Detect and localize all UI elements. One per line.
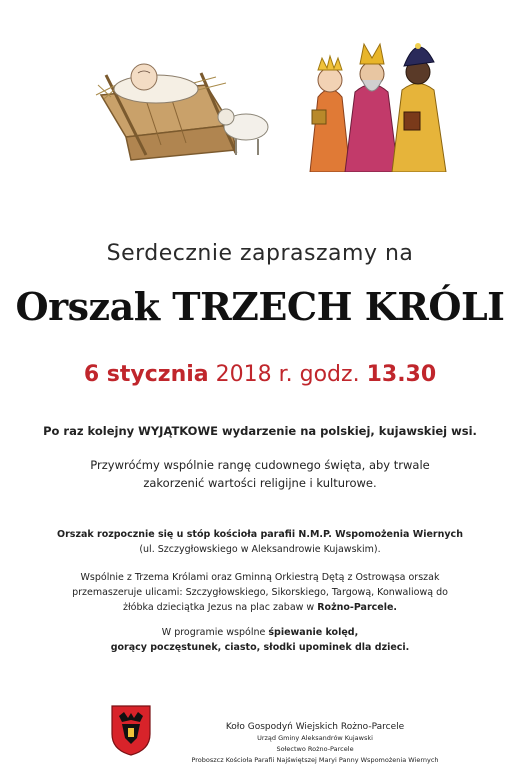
route-text: Wspólnie z Trzema Królami oraz Gminną Orkiestrą Dętą z Ostrowąsa orszak przemaszeruje ulicami: Szczygłowskiego, Sikorskiego, Targową, Konwaliową do żłóbka dzieciątka Jezus na plac zabaw w <box>72 572 448 613</box>
intro-line-2: Przywróćmy wspólnie rangę cudownego święta, aby trwale zakorzenić wartości religijne i kulturowe. <box>90 458 430 490</box>
invite-text: Serdecznie zapraszamy na <box>106 241 414 266</box>
intro-line-1: Po raz kolejny WYJĄTKOWE wydarzenie na polskiej, kujawskiej wsi. <box>43 424 477 438</box>
footer-line-3: Sołectwo Rożno-Parcele <box>276 745 354 753</box>
program-info <box>0 625 520 655</box>
nativity-illustration <box>86 55 276 165</box>
footer-line-4: Proboszcz Kościoła Parafii Najświętszej Maryi Panny Wspomożenia Wiernych <box>191 756 439 764</box>
route-info <box>62 570 458 615</box>
date-year: 2018 r. godz. <box>215 362 360 387</box>
footer <box>165 722 465 766</box>
program-singing: śpiewanie kolęd, <box>268 627 359 638</box>
footer-line-2: Urząd Gminy Aleksandrów Kujawski <box>257 734 373 742</box>
organizer: Koło Gospodyń Wiejskich Rożno-Parcele <box>225 722 405 732</box>
date-time: 13.30 <box>366 362 437 387</box>
start-location: Orszak rozpocznie się u stóp kościoła parafii N.M.P. Wspomożenia Wiernych <box>57 529 463 540</box>
event-date <box>0 362 520 387</box>
coat-of-arms-icon <box>110 704 152 756</box>
start-info <box>0 527 520 557</box>
program-treats: gorący poczęstunek, ciasto, słodki upominek dla dzieci. <box>110 642 410 653</box>
three-kings-illustration <box>300 22 450 172</box>
route-place: Rożno-Parcele. <box>317 602 398 613</box>
event-title: Orszak TRZECH KRÓLI <box>15 284 505 329</box>
start-address: (ul. Szczygłowskiego w Aleksandrowie Kujawskim). <box>139 544 381 555</box>
date-day: 6 stycznia <box>83 362 209 387</box>
program-text: W programie wspólne <box>161 627 266 638</box>
